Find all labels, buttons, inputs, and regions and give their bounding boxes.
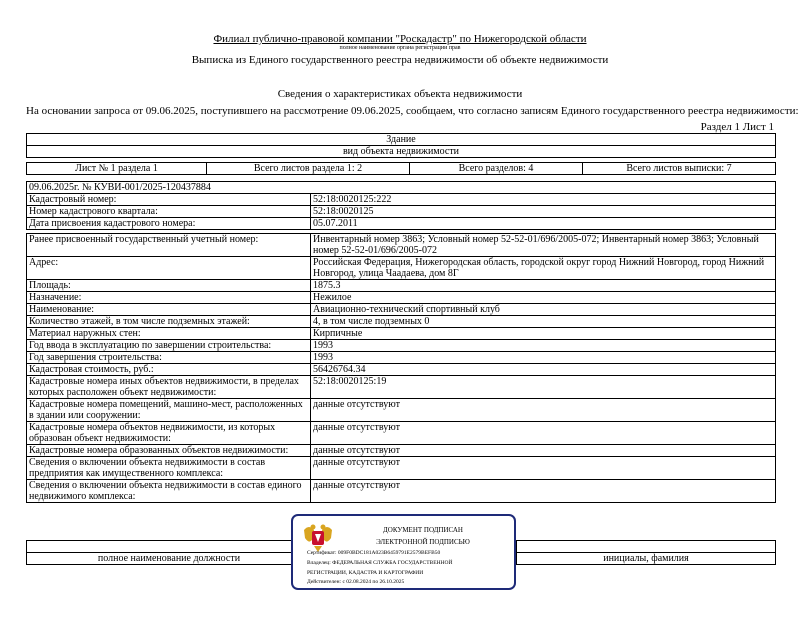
field-label: Количество этажей, в том числе подземных этажей:	[27, 316, 311, 328]
field-value: Нежилое	[311, 292, 776, 304]
field-row	[27, 340, 776, 352]
total-sections: Всего разделов: 4	[410, 163, 583, 175]
sheets-table	[26, 162, 776, 175]
field-label: Кадастровый номер:	[27, 194, 311, 206]
field-row	[27, 257, 776, 280]
field-row	[27, 218, 776, 230]
doc-title: Выписка из Единого государственного реестра недвижимости об объекте недвижимости	[191, 54, 609, 66]
field-row	[27, 364, 776, 376]
field-value: данные отсутствуют	[311, 480, 776, 503]
field-row	[27, 399, 776, 422]
coat-of-arms-icon	[301, 520, 335, 554]
object-kind: Здание	[27, 134, 776, 146]
section-title: Сведения о характеристиках объекта недвижимости	[277, 88, 523, 100]
field-row	[27, 376, 776, 399]
field-label: Кадастровая стоимость, руб.:	[27, 364, 311, 376]
field-value: 52:18:0020125:222	[311, 194, 776, 206]
sheet-ref: Раздел 1 Лист 1	[700, 121, 774, 133]
stamp-owner-line1: Владелец: ФЕДЕРАЛЬНАЯ СЛУЖБА ГОСУДАРСТВЕННОЙ	[307, 560, 453, 566]
e-signature-stamp	[291, 514, 516, 590]
object-kind-table	[26, 133, 776, 158]
field-row	[27, 352, 776, 364]
field-row	[27, 304, 776, 316]
intro-text: На основании запроса от 09.06.2025, поступившего на рассмотрение 09.06.2025, сообщаем, что согласно записям Единого государственного реестра недвижимости:	[26, 105, 799, 117]
field-row	[27, 445, 776, 457]
org-caption: полное наименование органа регистрации прав	[339, 45, 461, 51]
record-id: 09.06.2025г. № КУВИ-001/2025-120437884	[27, 182, 776, 194]
field-label: Наименование:	[27, 304, 311, 316]
field-value: 1875.3	[311, 280, 776, 292]
total-sheets-extract: Всего листов выписки: 7	[583, 163, 776, 175]
field-label: Дата присвоения кадастрового номера:	[27, 218, 311, 230]
field-value: Авиационно-технический спортивный клуб	[311, 304, 776, 316]
field-value: 56426764.34	[311, 364, 776, 376]
fields-table	[26, 181, 776, 503]
org-name: Филиал публично-правовой компании "Роскадастр" по Нижегородской области	[213, 33, 587, 45]
field-row	[27, 328, 776, 340]
field-label: Адрес:	[27, 257, 311, 280]
field-value: данные отсутствуют	[311, 399, 776, 422]
field-value: Российская Федерация, Нижегородская область, городской округ город Нижний Новгород, город Нижний Новгород, улица Чаадаева, дом 8Г	[311, 257, 776, 280]
field-row	[27, 206, 776, 218]
stamp-title-line1: ДОКУМЕНТ ПОДПИСАН	[383, 526, 463, 534]
field-row	[27, 280, 776, 292]
field-label: Год ввода в эксплуатацию по завершении строительства:	[27, 340, 311, 352]
field-label: Номер кадастрового квартала:	[27, 206, 311, 218]
field-value: 52:18:0020125	[311, 206, 776, 218]
field-value: Инвентарный номер 3863; Условный номер 52-52-01/696/2005-072; Инвентарный номер 3863; Условный номер 52-52-01/696/2005-072	[311, 234, 776, 257]
field-value: данные отсутствуют	[311, 422, 776, 445]
sheet-number: Лист № 1 раздела 1	[27, 163, 207, 175]
total-sheets-section: Всего листов раздела 1: 2	[207, 163, 410, 175]
field-row	[27, 234, 776, 257]
field-label: Материал наружных стен:	[27, 328, 311, 340]
position-caption: полное наименование должности	[27, 553, 312, 565]
stamp-title-line2: ЭЛЕКТРОННОЙ ПОДПИСЬЮ	[376, 538, 470, 546]
stamp-valid: Действителен: с 02.08.2024 по 26.10.2025	[307, 579, 405, 585]
field-row	[27, 480, 776, 503]
field-label: Кадастровые номера иных объектов недвижимости, в пределах которых расположен объект недвижимости:	[27, 376, 311, 399]
position-cell	[27, 541, 312, 553]
field-row	[27, 194, 776, 206]
field-label: Сведения о включении объекта недвижимости в состав предприятия как имущественного комплекса:	[27, 457, 311, 480]
field-value: 52:18:0020125:19	[311, 376, 776, 399]
field-label: Год завершения строительства:	[27, 352, 311, 364]
stamp-owner-line2: РЕГИСТРАЦИИ, КАДАСТРА И КАРТОГРАФИИ	[307, 570, 424, 576]
field-row	[27, 292, 776, 304]
field-value: 4, в том числе подземных 0	[311, 316, 776, 328]
field-value: данные отсутствуют	[311, 445, 776, 457]
field-value: 05.07.2011	[311, 218, 776, 230]
field-label: Ранее присвоенный государственный учетный номер:	[27, 234, 311, 257]
field-row	[27, 457, 776, 480]
field-row	[27, 422, 776, 445]
name-cell	[517, 541, 776, 553]
field-label: Кадастровые номера объектов недвижимости, из которых образован объект недвижимости:	[27, 422, 311, 445]
field-row	[27, 316, 776, 328]
field-label: Кадастровые номера помещений, машино-мест, расположенных в здании или сооружении:	[27, 399, 311, 422]
field-label: Сведения о включении объекта недвижимости в состав единого недвижимого комплекса:	[27, 480, 311, 503]
field-label: Площадь:	[27, 280, 311, 292]
field-label: Назначение:	[27, 292, 311, 304]
field-label: Кадастровые номера образованных объектов недвижимости:	[27, 445, 311, 457]
field-value: данные отсутствуют	[311, 457, 776, 480]
object-kind-caption: вид объекта недвижимости	[27, 146, 776, 158]
field-value: 1993	[311, 340, 776, 352]
field-value: Кирпичные	[311, 328, 776, 340]
stamp-certificate: Сертификат: 009F0BDC181A023B6459791E2579BEFB50	[307, 550, 441, 556]
field-value: 1993	[311, 352, 776, 364]
name-caption: инициалы, фамилия	[517, 553, 776, 565]
